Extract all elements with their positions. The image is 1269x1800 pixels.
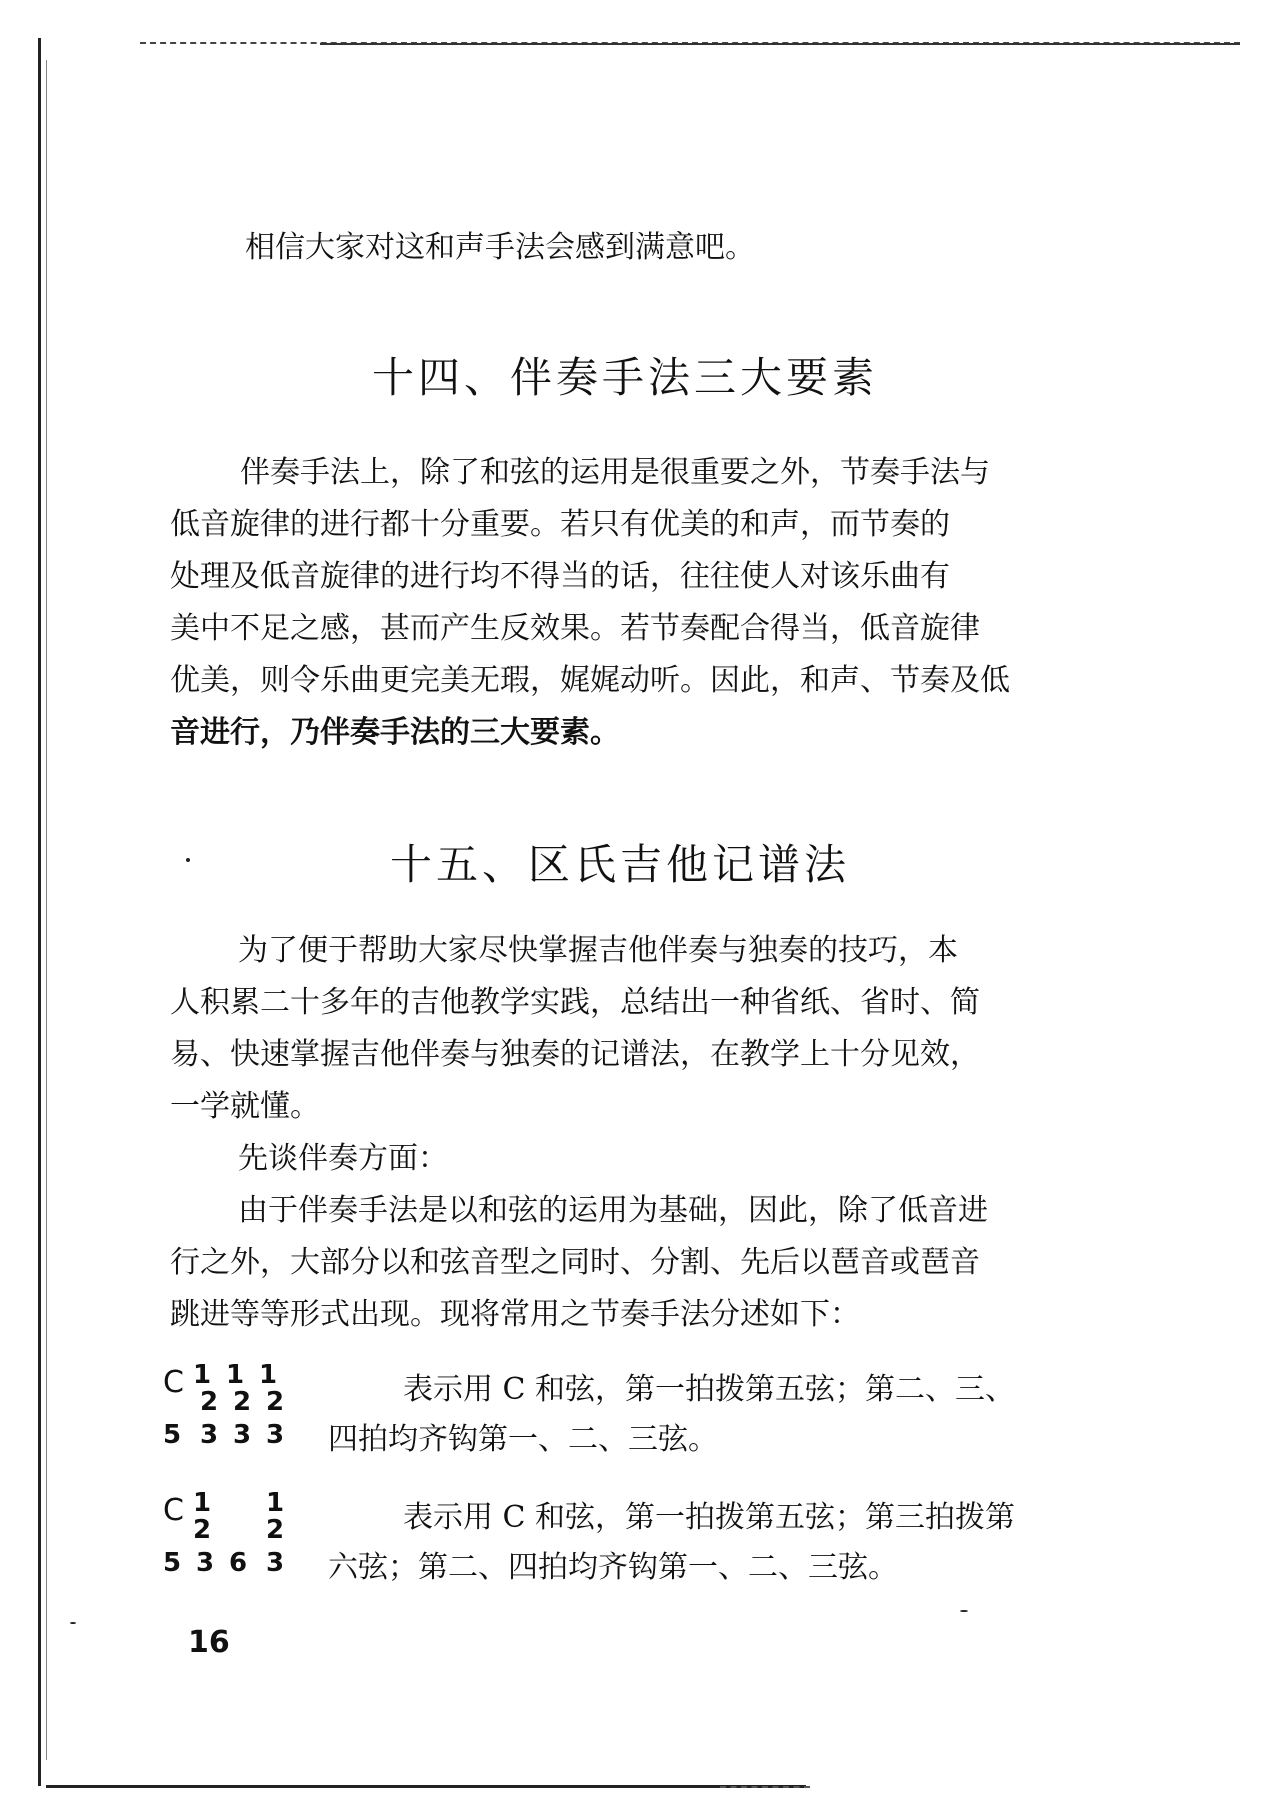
paragraph-line: 音进行，乃伴奏手法的三大要素。 [170,715,620,750]
tab-digit: 3 [266,1420,285,1450]
section-14-title: 十四、伴奏手法三大要素 [372,353,879,402]
tab-digit: 2 [266,1387,285,1417]
intro-line: 相信大家对这和声手法会感到满意吧。 [245,230,755,265]
paragraph-line: 跳进等等形式出现。现将常用之节奏手法分述如下： [170,1297,860,1332]
scan-speck [960,1610,968,1612]
tab-digit: 1 [226,1360,245,1390]
section-15-title: 十五、区氏吉他记谱法 [390,840,851,889]
bottom-border-line [46,1785,806,1788]
tab-notation [163,1490,303,1590]
top-border-line [320,43,1240,45]
tab-notation [163,1362,303,1462]
notation-example-2 [163,1490,1163,1590]
paragraph-line: 人积累二十多年的吉他教学实践，总结出一种省纸、省时、简 [170,985,980,1020]
paragraph-line: 伴奏手法上，除了和弦的运用是很重要之外，节奏手法与 [240,455,990,490]
tab-digit: 1 [193,1488,212,1518]
page-number: 16 [188,1625,230,1660]
paragraph-line: 处理及低音旋律的进行均不得当的话，往往使人对该乐曲有 [170,559,950,594]
tab-digit: 2 [193,1515,212,1545]
tab-digit: 5 [163,1548,182,1578]
chord-symbol: C [163,1493,184,1528]
tab-digit: 6 [229,1548,248,1578]
left-page-edge [38,38,41,1786]
tab-digit: 1 [259,1360,278,1390]
accompaniment-heading-line: 先谈伴奏方面： [238,1141,448,1176]
tab-digit: 3 [233,1420,252,1450]
tab-digit: 2 [266,1515,285,1545]
example-description-line-2: 六弦；第二、四拍均齐钩第一、二、三弦。 [328,1550,898,1585]
paragraph-line: 易、快速掌握吉他伴奏与独奏的记谱法，在教学上十分见效， [170,1037,980,1072]
tab-digit: 2 [233,1387,252,1417]
example-description-line-2: 四拍均齐钩第一、二、三弦。 [328,1422,718,1457]
paragraph-line: 为了便于帮助大家尽快掌握吉他伴奏与独奏的技巧，本 [238,933,958,968]
example-description-line-1: 表示用 C 和弦，第一拍拨第五弦；第二、三、 [403,1372,1016,1407]
tab-digit: 2 [200,1387,219,1417]
tab-digit: 3 [200,1420,219,1450]
paragraph-line: 由于伴奏手法是以和弦的运用为基础，因此，除了低音进 [238,1193,988,1228]
notation-example-1 [163,1362,1163,1462]
paragraph-line: 低音旋律的进行都十分重要。若只有优美的和声，而节奏的 [170,507,950,542]
paragraph-line: 一学就懂。 [170,1089,320,1124]
chord-symbol: C [163,1365,184,1400]
tab-digit: 3 [196,1548,215,1578]
paragraph-line: 优美，则令乐曲更完美无瑕，娓娓动听。因此，和声、节奏及低 [170,663,1010,698]
scan-speck [70,1622,76,1624]
tab-digit: 1 [266,1488,285,1518]
paragraph-line: 美中不足之感，甚而产生反效果。若节奏配合得当，低音旋律 [170,611,980,646]
left-page-edge-inner [46,60,47,1760]
example-description-line-1: 表示用 C 和弦，第一拍拨第五弦；第三拍拨第 [403,1500,1016,1535]
paragraph-line: 行之外，大部分以和弦音型之同时、分割、先后以琶音或琶音 [170,1245,980,1280]
scan-speck [186,858,190,862]
bottom-border-dashed [720,1786,810,1788]
tab-digit: 3 [266,1548,285,1578]
tab-digit: 1 [193,1360,212,1390]
tab-digit: 5 [163,1420,182,1450]
